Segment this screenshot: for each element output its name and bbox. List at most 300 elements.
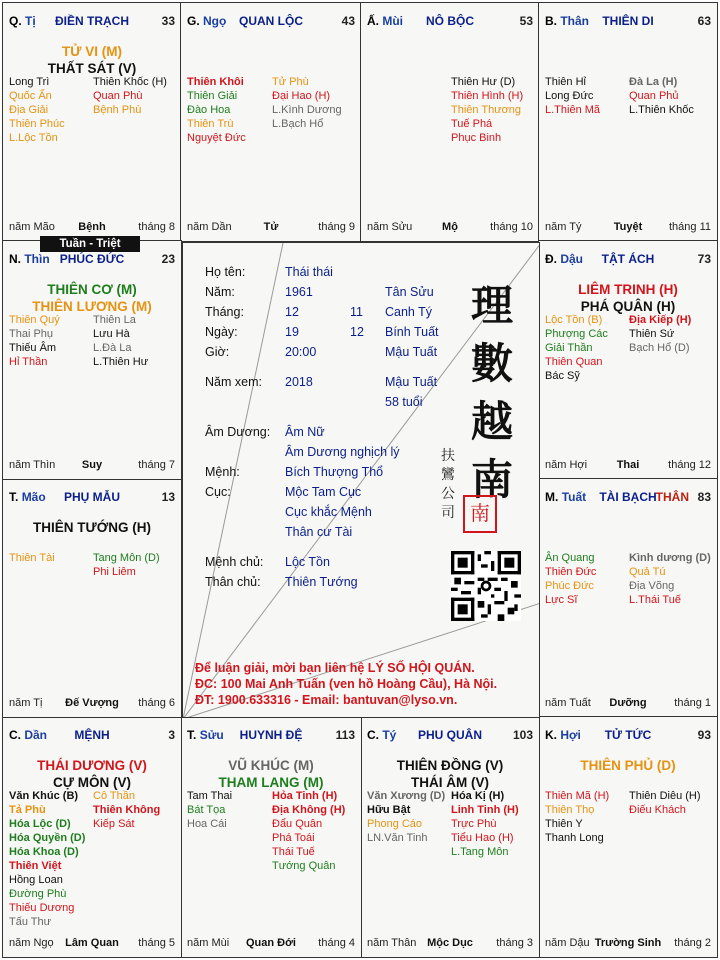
cuc-value: Mộc Tam Cục: [285, 485, 362, 499]
amduong-note: Âm Dương nghịch lý: [285, 445, 400, 459]
minor-star: Tam Thai: [187, 790, 233, 802]
palace-age-number: 13: [161, 490, 175, 504]
minor-stars-right: [272, 789, 345, 873]
view-year-canchi: Mậu Tuất: [385, 375, 438, 389]
palace-life-stage: Trường Sinh: [594, 937, 662, 949]
minor-star: Thiên Tài: [9, 552, 55, 564]
minor-stars-right: [272, 75, 342, 131]
palace-name: PHỤ MẪU: [64, 490, 120, 504]
palace-name: TÀI BẠCH: [599, 490, 657, 504]
palace-stem: T.: [187, 728, 197, 742]
major-star: TỬ VI (M): [62, 44, 122, 59]
palace-age-number: 23: [161, 252, 175, 266]
palace-branch: Thìn: [24, 252, 50, 266]
palace-month: tháng 9: [318, 221, 355, 233]
palace-year: năm Ngọ: [9, 937, 54, 949]
red-seal-stamp: 南: [463, 495, 497, 533]
minor-star: Lộc Tồn (B): [545, 314, 603, 326]
minor-star: Văn Xương (D): [367, 790, 446, 802]
palace-year: năm Tý: [545, 221, 582, 233]
minor-star: Thiên Quý: [9, 314, 60, 326]
minor-star: Thanh Long: [545, 832, 604, 844]
major-star: VŨ KHÚC (M): [228, 758, 314, 773]
palace-hoi[interactable]: [538, 716, 718, 958]
minor-star: Hữu Bật: [367, 804, 411, 816]
palace-than[interactable]: [538, 2, 718, 242]
minor-star: Thiên La: [93, 314, 136, 326]
minor-star: Thiên Mã (H): [545, 790, 610, 802]
palace-stem: C.: [367, 728, 379, 742]
palace-month: tháng 12: [668, 459, 711, 471]
palace-year: năm Tị: [9, 697, 43, 709]
palace-stem-branch: [9, 14, 36, 28]
palace-stem: M.: [545, 490, 559, 504]
palace-year: năm Mão: [9, 221, 55, 233]
minor-star: Tấu Thư: [9, 916, 52, 928]
minor-star: L.Thiên Khốc: [629, 104, 694, 116]
minor-star: L.Thiên Hư: [93, 356, 149, 368]
palace-age-number: 43: [341, 14, 355, 28]
qr-code[interactable]: [451, 551, 521, 621]
palace-header: [545, 490, 711, 506]
palace-life-stage: Tuyệt: [613, 221, 643, 233]
palace-footer: [187, 937, 355, 951]
palace-stem: Q.: [9, 14, 22, 28]
palace-dau[interactable]: [538, 240, 718, 480]
minor-stars-right: [629, 789, 701, 817]
palace-stem: T.: [9, 490, 19, 504]
minor-star: Giải Thần: [545, 342, 593, 354]
palace-age-number: 83: [697, 490, 711, 504]
minor-star: Phục Binh: [451, 132, 502, 144]
minor-star: Hóa Lộc (D): [9, 818, 71, 830]
minor-star: Văn Khúc (B): [9, 790, 79, 802]
minor-star: Tả Phù: [9, 804, 46, 816]
palace-month: tháng 11: [668, 221, 711, 233]
minor-stars-right: [629, 313, 691, 355]
palace-footer: [367, 937, 533, 951]
minor-star: Đào Hoa: [187, 104, 231, 116]
minor-stars-right: [629, 75, 694, 117]
calligraphy-text: 理數越南: [471, 281, 514, 504]
menh-label: Mệnh:: [205, 465, 240, 479]
palace-branch: Tuất: [561, 490, 587, 504]
palace-life-stage: Đế Vượng: [65, 697, 119, 709]
palace-footer: [9, 697, 175, 711]
palace-life-stage: Dưỡng: [609, 697, 647, 709]
palace-year: năm Mùi: [187, 937, 230, 949]
minor-star: Long Đức: [545, 90, 594, 102]
palace-name: TẬT ÁCH: [601, 252, 655, 266]
minor-star: Hóa Quyền (D): [9, 832, 86, 844]
palace-month: tháng 7: [138, 459, 175, 471]
palace-stem-branch: [367, 14, 403, 28]
palace-month: tháng 3: [496, 937, 533, 949]
minor-stars-right: [451, 789, 519, 859]
palace-life-stage: Suy: [81, 459, 103, 471]
minor-stars-left: [367, 789, 445, 845]
palace-month: tháng 5: [138, 937, 175, 949]
minor-star: L.Kình Dương: [272, 104, 342, 116]
palace-stem-branch: [9, 490, 46, 504]
astrology-chart: [2, 2, 718, 958]
palace-life-stage: Bệnh: [78, 221, 106, 233]
palace-branch: Dần: [24, 728, 48, 742]
palace-footer: [9, 221, 175, 235]
minor-star: Thiên Thọ: [545, 804, 595, 816]
day-lunar: 12: [350, 325, 364, 339]
minor-stars-left: [9, 789, 85, 929]
minor-star: L.Đà La: [93, 342, 132, 354]
palace-stem-branch: [9, 728, 47, 742]
palace-year: năm Sửu: [367, 221, 413, 233]
minor-stars-right: [93, 313, 148, 369]
palace-stem: Đ.: [545, 252, 557, 266]
palace-age-number: 63: [697, 14, 711, 28]
palace-name: THIÊN DI: [602, 14, 654, 28]
palace-stem: Ấ.: [367, 14, 379, 28]
hour-canchi: Mậu Tuất: [385, 345, 438, 359]
palace-name: TỬ TỨC: [604, 728, 652, 742]
major-star: PHÁ QUÂN (H): [580, 299, 676, 314]
minor-star: Thiên Giải: [187, 90, 238, 102]
palace-header: [545, 14, 711, 30]
palace-stem-branch: [367, 728, 396, 742]
major-star: LIÊM TRINH (H): [578, 282, 678, 297]
hour-value: 20:00: [285, 345, 317, 359]
palace-header: [367, 728, 533, 744]
contact-address: ĐC: 100 Mai Anh Tuấn (ven hồ Hoàng Cầu), Hà Nội.: [195, 677, 498, 691]
minor-star: Ân Quang: [545, 552, 595, 564]
minor-stars-left: [187, 75, 246, 145]
than-chu-label: Thân chủ:: [205, 575, 261, 589]
amduong-value: Âm Nữ: [285, 425, 325, 439]
minor-star: Thiên Khôi: [187, 76, 244, 88]
minor-stars-left: [9, 313, 60, 369]
day-label: Ngày:: [205, 325, 238, 339]
palace-name: HUYNH ĐỆ: [239, 728, 303, 742]
palace-name: MỆNH: [74, 728, 110, 742]
minor-star: Quan Phù: [93, 90, 143, 102]
tuan-triet-badge: Tuần - Triệt: [40, 236, 140, 252]
palace-month: tháng 10: [490, 221, 533, 233]
month-solar: 12: [285, 305, 299, 319]
palace-footer: [545, 697, 711, 711]
minor-star: Bạch Hổ (D): [629, 342, 690, 354]
palace-life-stage: Tử: [263, 221, 279, 233]
palace-branch: Thân: [560, 14, 590, 28]
minor-star: Phi Liêm: [93, 566, 136, 578]
palace-header: [9, 728, 175, 744]
major-star: THIÊN ĐỒNG (V): [396, 758, 504, 773]
palace-age-number: 3: [168, 728, 175, 742]
calligraphy-seal: [441, 277, 521, 547]
palace-year: năm Dậu: [545, 937, 590, 949]
major-star: THIÊN LƯƠNG (M): [32, 299, 152, 314]
major-star: THÁI ÂM (V): [411, 775, 489, 790]
minor-star: Linh Tinh (H): [451, 804, 519, 816]
palace-stem-branch: [187, 728, 224, 742]
minor-stars-right: [93, 75, 167, 117]
minor-star: Tiểu Hao (H): [451, 832, 514, 844]
minor-star: Trực Phù: [451, 818, 497, 830]
minor-star: Kiếp Sát: [93, 818, 135, 830]
minor-stars-left: [545, 789, 609, 845]
hour-label: Giờ:: [205, 345, 230, 359]
minor-stars-right: [451, 75, 523, 145]
minor-star: Tử Phù: [272, 76, 309, 88]
center-info-panel: [182, 242, 540, 718]
minor-star: Thiên Hỉ: [545, 76, 586, 88]
palace-stem-branch: [545, 252, 583, 266]
minor-stars-right: [93, 551, 160, 579]
minor-star: Thái Tuế: [272, 846, 315, 858]
palace-header: [545, 728, 711, 744]
calligraphy-side-text: 扶鸞公司: [441, 448, 455, 521]
palace-age-number: 33: [161, 14, 175, 28]
palace-month: tháng 2: [674, 937, 711, 949]
minor-star: Kình dương (D): [629, 552, 711, 564]
palace-name: QUAN LỘC: [239, 14, 303, 28]
palace-branch: Hợi: [560, 728, 581, 742]
palace-name: PHÚC ĐỨC: [59, 252, 125, 266]
palace-branch: Ngọ: [203, 14, 227, 28]
minor-star: L.Bạch Hổ: [272, 118, 324, 130]
minor-star: Hóa Khoa (D): [9, 846, 79, 858]
minor-star: Hoa Cái: [187, 818, 227, 830]
minor-star: Bát Tọa: [187, 804, 226, 816]
palace-stem-branch: [545, 728, 581, 742]
palace-branch: Mùi: [382, 14, 404, 28]
day-canchi: Bính Tuất: [385, 325, 439, 339]
minor-star: Hỏa Tinh (H): [272, 790, 338, 802]
palace-footer: [545, 937, 711, 951]
menh-value: Bích Thượng Thổ: [285, 465, 384, 479]
palace-branch: Dậu: [560, 252, 584, 266]
minor-star: L.Thái Tuế: [629, 594, 681, 606]
age-value: 58 tuổi: [385, 395, 423, 409]
major-star: THIÊN PHỦ (D): [580, 758, 676, 773]
palace-stem: B.: [545, 14, 557, 28]
minor-star: Thiên Y: [545, 818, 583, 830]
palace-age-number: 73: [697, 252, 711, 266]
name-value: Thái thái: [285, 265, 333, 279]
minor-star: Phúc Đức: [545, 580, 594, 592]
minor-star: Thiên Trù: [187, 118, 234, 130]
minor-star: Đại Hao (H): [272, 90, 331, 102]
palace-age-number: 53: [519, 14, 533, 28]
minor-stars-left: [545, 313, 608, 383]
palace-footer: [545, 221, 711, 235]
minor-star: Thiếu Dương: [9, 902, 75, 914]
minor-star: LN.Văn Tinh: [367, 832, 428, 844]
major-star: THÁI DƯƠNG (V): [37, 758, 147, 773]
minor-stars-right: [93, 789, 160, 831]
day-solar: 19: [285, 325, 299, 339]
palace-life-stage: Mộ: [442, 221, 458, 233]
than-cu-note: Thân cư Tài: [285, 525, 353, 539]
minor-star: L.Thiên Mã: [545, 104, 601, 116]
palace-branch: Mão: [21, 490, 46, 504]
palace-stem-branch: [545, 490, 586, 504]
minor-star: Đẩu Quân: [272, 818, 323, 830]
palace-life-stage: Quan Đới: [246, 937, 296, 949]
palace-header: [545, 252, 711, 268]
month-label: Tháng:: [205, 305, 244, 319]
minor-stars-left: [9, 551, 55, 565]
cuc-label: Cục:: [205, 485, 231, 499]
major-star: THIÊN TƯỚNG (H): [33, 520, 151, 535]
palace-life-stage: Lâm Quan: [65, 937, 119, 949]
minor-stars-left: [187, 789, 232, 831]
palace-branch: Tý: [382, 728, 397, 742]
minor-star: Thiên Hư (D): [451, 76, 516, 88]
minor-star: Tang Môn (D): [93, 552, 160, 564]
minor-star: Địa Giải: [9, 104, 49, 116]
palace-footer: [545, 459, 711, 473]
name-label: Họ tên:: [205, 265, 246, 279]
palace-header: [367, 14, 533, 30]
palace-age-number: 93: [697, 728, 711, 742]
palace-name: ĐIỀN TRẠCH: [55, 14, 129, 28]
year-canchi: Tân Sửu: [385, 285, 434, 299]
palace-year: năm Hợi: [545, 459, 588, 471]
minor-star: Hồng Loan: [9, 874, 63, 886]
minor-star: Cô Thần: [93, 790, 135, 802]
palace-mui[interactable]: [360, 2, 540, 242]
palace-branch: Sửu: [199, 728, 224, 742]
palace-ngo[interactable]: [180, 2, 362, 242]
palace-header: [9, 252, 175, 268]
palace-month: tháng 8: [138, 221, 175, 233]
than-chu-value: Thiên Tướng: [285, 575, 358, 589]
minor-star: Địa Không (H): [272, 804, 346, 816]
minor-star: Đường Phù: [9, 888, 67, 900]
minor-star: Thiên Khốc (H): [93, 76, 167, 88]
minor-star: Quan Phủ: [629, 90, 679, 102]
minor-star: Thai Phụ: [9, 328, 54, 340]
palace-header: [187, 14, 355, 30]
contact-line-1: Để luận giải, mời bạn liên hệ LÝ SỐ HỘI QUÁN.: [195, 661, 475, 675]
minor-star: Thiên Đức: [545, 566, 597, 578]
minor-star: Hỉ Thần: [9, 356, 48, 368]
palace-stem: K.: [545, 728, 557, 742]
palace-stem: N.: [9, 252, 21, 266]
palace-month: tháng 1: [674, 697, 711, 709]
major-star: CỰ MÔN (V): [53, 775, 131, 790]
palace-suu[interactable]: [180, 716, 362, 958]
minor-stars-left: [9, 75, 65, 145]
minor-star: Tướng Quân: [272, 860, 336, 872]
minor-star: Long Trì: [9, 76, 50, 88]
palace-stem-branch: [545, 14, 589, 28]
palace-dan[interactable]: [2, 716, 182, 958]
minor-star: Phong Cáo: [367, 818, 423, 830]
palace-footer: [9, 459, 175, 473]
palace-stem: C.: [9, 728, 21, 742]
minor-star: Lưu Hà: [93, 328, 130, 340]
palace-life-stage: Mộc Dục: [427, 937, 473, 949]
major-star: THIÊN CƠ (M): [47, 282, 137, 297]
month-lunar: 11: [350, 305, 363, 319]
minor-star: Thiên Sứ: [629, 328, 675, 340]
cuc-note: Cục khắc Mệnh: [285, 505, 372, 519]
minor-star: Phượng Các: [545, 328, 608, 340]
year-value: 1961: [285, 285, 313, 299]
palace-tuat[interactable]: [538, 478, 718, 718]
minor-star: Tuế Phá: [451, 118, 493, 130]
palace-header: [187, 728, 355, 744]
palace-age-number: 103: [512, 728, 533, 742]
minor-star: Thiên Việt: [9, 860, 62, 872]
minor-star: Địa Kiếp (H): [629, 314, 692, 326]
palace-footer: [9, 937, 175, 951]
minor-star: Thiên Hình (H): [451, 90, 524, 102]
palace-stem-branch: [187, 14, 226, 28]
month-canchi: Canh Tý: [385, 305, 433, 319]
minor-star: Nguyệt Đức: [187, 132, 246, 144]
minor-star: Bác Sỹ: [545, 370, 580, 382]
major-star: THAM LANG (M): [218, 775, 324, 790]
minor-stars-right: [629, 551, 711, 607]
minor-stars-left: [545, 551, 596, 607]
palace-footer: [187, 221, 355, 235]
amduong-label: Âm Dương:: [205, 425, 271, 439]
palace-mao[interactable]: [2, 478, 182, 718]
palace-month: tháng 6: [138, 697, 175, 709]
view-year-label: Năm xem:: [205, 375, 262, 389]
contact-phone-email[interactable]: ĐT: 1900.633316 - Email: bantuvan@lyso.vn.: [195, 693, 458, 707]
palace-year: năm Dần: [187, 221, 232, 233]
minor-star: Lực Sĩ: [545, 594, 578, 606]
minor-star: Thiên Quan: [545, 356, 603, 368]
palace-age-number: 113: [335, 728, 355, 742]
palace-footer: [367, 221, 533, 235]
palace-year: năm Thìn: [9, 459, 56, 471]
palace-life-stage: Thai: [616, 459, 640, 471]
palace-ti[interactable]: [2, 2, 182, 242]
palace-header: [9, 14, 175, 30]
minor-star: Thiên Phúc: [9, 118, 65, 130]
minor-star: Quả Tú: [629, 566, 666, 578]
palace-header: [9, 490, 175, 506]
palace-year: năm Thân: [367, 937, 417, 949]
menh-chu-label: Mệnh chủ:: [205, 555, 264, 569]
palace-name: PHU QUÂN: [417, 728, 482, 742]
minor-star: Thiên Không: [93, 804, 161, 816]
palace-name: NÔ BỘC: [426, 14, 474, 28]
palace-thin[interactable]: [2, 240, 182, 480]
minor-star: Phá Toái: [272, 832, 315, 844]
year-label: Năm:: [205, 285, 235, 299]
minor-star: Thiếu Âm: [9, 342, 57, 354]
minor-star: Thiên Diêu (H): [629, 790, 701, 802]
minor-star: Đà La (H): [629, 76, 678, 88]
minor-star: Địa Võng: [629, 580, 675, 592]
palace-month: tháng 4: [318, 937, 355, 949]
palace-stem-branch: [9, 252, 50, 266]
major-star: THẤT SÁT (V): [47, 61, 137, 76]
minor-star: L.Tang Môn: [451, 846, 509, 858]
view-year-value: 2018: [285, 375, 313, 389]
minor-star: Quốc Ấn: [9, 90, 52, 102]
minor-star: Điếu Khách: [629, 804, 686, 816]
menh-chu-value: Lộc Tồn: [285, 555, 330, 569]
minor-stars-left: [545, 75, 600, 117]
palace-ty[interactable]: [360, 716, 540, 958]
palace-year: năm Tuất: [545, 697, 591, 709]
minor-star: Hóa Kị (H): [451, 790, 505, 802]
